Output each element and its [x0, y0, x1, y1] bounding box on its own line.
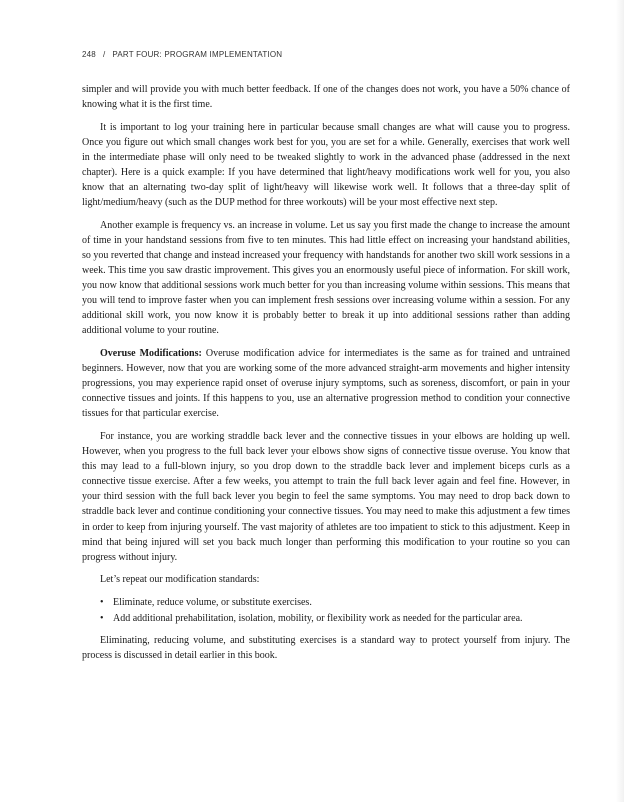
- header-separator: /: [102, 50, 106, 59]
- list-item-text: Add additional prehabilitation, isolation, mobility, or flexibility work as needed for the particular area.: [113, 613, 523, 624]
- paragraph-closing: Eliminating, reducing volume, and substituting exercises is a standard way to protect yourself from injury. The process is discussed in detail earlier in this book.: [82, 635, 570, 662]
- modification-standards-list: [82, 595, 570, 626]
- paragraph-logging: It is important to log your training here in particular because small changes are what will cause you to progress. Once you figure out which small changes work best for you, you are set for a while. Generally, exercises that work well in the intermediate phase will only need to be tweaked slightly to work in the advanced phase (addressed in the next chapter). Here is a quick example: If you have determined that light/heavy modifications work well for you, you also know that an alternating two-day split of light/heavy will likewise work well. It follows that a three-day split of light/medium/heavy (such as the DUP method for three workouts) will be your most effective next step.: [82, 121, 570, 209]
- section-title: PART FOUR: PROGRAM IMPLEMENTATION: [112, 50, 283, 59]
- list-item: [100, 611, 570, 626]
- page-edge-shadow: [616, 0, 624, 802]
- paragraph-overuse: [82, 346, 570, 421]
- overuse-heading: Overuse Modifications:: [100, 348, 202, 359]
- overuse-text: Overuse modification advice for intermediates is the same as for trained and untrained beginners. However, now that you are working some of the more advanced straight-arm movements and higher intensity progressions, you may experience rapid onset of overuse injury symptoms, such as soreness, discomfort, or pain in your connective tissues and joints. If this happens to you, use an alternative progression method to condition your connective tissues for that particular exercise.: [82, 348, 570, 420]
- paragraph-back-lever-example: For instance, you are working straddle back lever and the connective tissues in your elbows are holding up well. However, when you progress to the full back lever your elbows show signs of connective tissue overuse. You know that this may lead to a full-blown injury, so you drop down to the straddle back lever and implement biceps curls as a connective tissue exercise. After a few weeks, you attempt to train the full back lever again and feel fine. However, in your third session with the full back lever you begin to feel the same symptoms. You may need to drop back down to straddle back lever and continue conditioning your connective tissues. You may need to make this adjustment a few times in order to keep from injuring yourself. The vast majority of athletes are too impatient to stick to this adjustment. Keep in mind that being injured will set you back much longer than performing this modification to your routine so you can progress without injury.: [82, 430, 570, 563]
- bullet-icon: •: [100, 613, 104, 624]
- paragraph-continued: simpler and will provide you with much better feedback. If one of the changes does not work, you have a 50% chance of knowing what it is the first time.: [82, 84, 570, 111]
- running-header: [82, 50, 282, 59]
- bullet-icon: •: [100, 596, 104, 608]
- body-text: [82, 82, 570, 671]
- paragraph-frequency: Another example is frequency vs. an increase in volume. Let us say you first made the change to increase the amount of time in your handstand sessions from five to ten minutes. This had little effect on increasing your handstand abilities, so you reverted that change and instead increased your frequency with handstands for another two skill work sessions in a week. This time you saw drastic improvement. This gives you an enormously useful piece of information. For skill work, you now know that additional sessions work much better for you than increasing volume within sessions. This means that you will tend to improve faster when you can implement fresh sessions over increasing volume within a session. For any additional skill work, you now know it is probably better to break it up into additional sessions rather than adding additional volume to your routine.: [82, 219, 570, 337]
- page-number: 248: [82, 50, 96, 59]
- list-item: [100, 595, 570, 610]
- list-item-text: Eliminate, reduce volume, or substitute exercises.: [113, 596, 312, 608]
- paragraph-standards-intro: Let’s repeat our modification standards:: [100, 574, 260, 586]
